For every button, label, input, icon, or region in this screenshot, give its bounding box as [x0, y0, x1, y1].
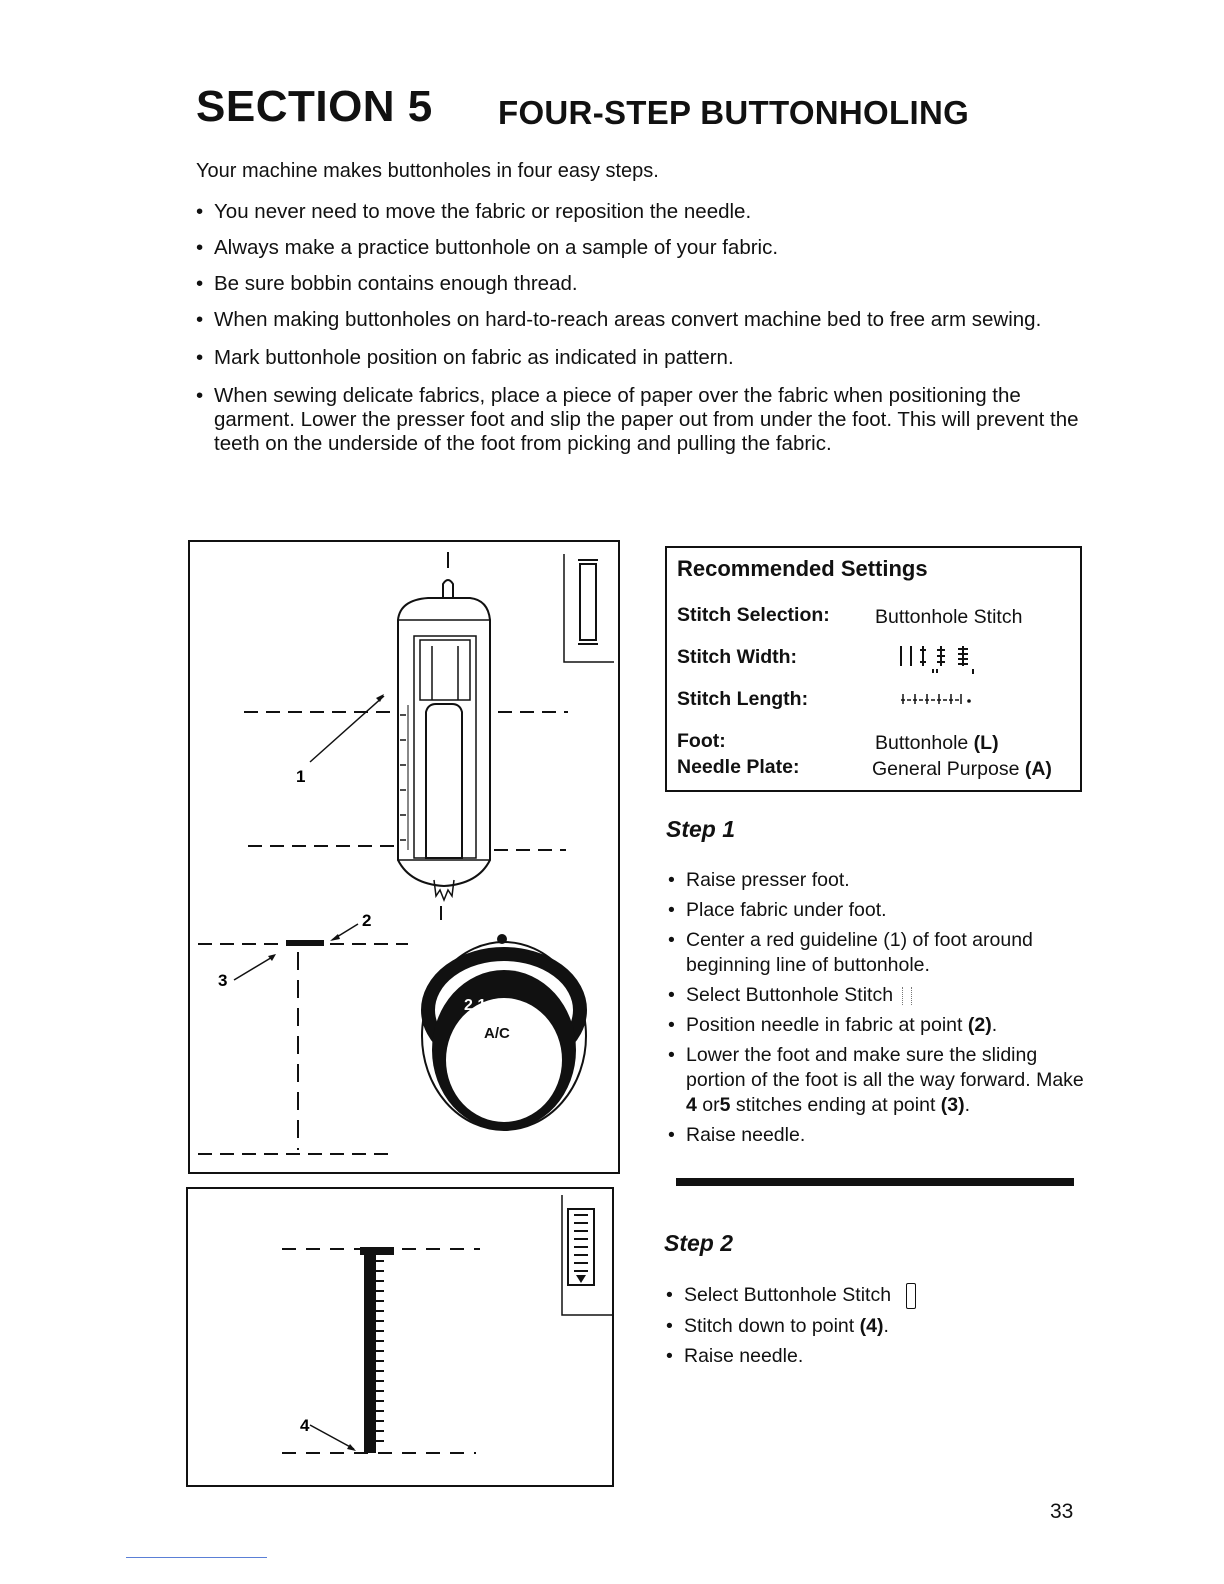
step1-item: [666, 1043, 1086, 1118]
step1-item: • Place fabric under foot.: [666, 898, 1086, 923]
step2-item: [664, 1283, 1084, 1309]
figure2-label-4: 4: [300, 1416, 310, 1435]
step1-list: [666, 868, 1086, 1153]
step1-count-a: 4: [686, 1094, 697, 1116]
step1-point-ref: (3): [940, 1094, 965, 1116]
step2-item: • Raise needle.: [664, 1344, 1084, 1369]
settings-label-foot: Foot:: [677, 730, 726, 752]
tip-item: • When sewing delicate fabrics, place a piece of paper over the fabric when positioning the garment. Lower the presser foot and slip the paper out from under the foot. This will prevent the teeth on the underside of the foot from picking and pulling the fabric.: [196, 384, 1086, 456]
section-number: SECTION 5: [196, 82, 433, 131]
tips-list: [196, 200, 1086, 468]
step1-item-end: .: [964, 1094, 971, 1116]
tip-item: • Mark buttonhole position on fabric as indicated in pattern.: [196, 346, 1086, 370]
step1-item-text: Lower the foot and make sure the sliding portion of the foot is all the way forward. Make: [686, 1044, 1084, 1091]
step1-item-end: .: [991, 1014, 998, 1036]
settings-label-stitch-width: Stitch Width:: [677, 646, 798, 668]
step1-item: • Center a red guideline (1) of foot around beginning line of buttonhole.: [666, 928, 1086, 978]
settings-label-stitch-length: Stitch Length:: [677, 688, 809, 710]
dial-numbers: 2 1 3 4: [464, 997, 513, 1014]
figure1-label-3: 3: [218, 971, 228, 990]
settings-title: Recommended Settings: [677, 556, 928, 581]
step1-point-ref: (2): [967, 1014, 992, 1036]
settings-value-stitch-selection: Buttonhole Stitch: [875, 606, 1023, 628]
step1-item-text: Position needle in fabric at point: [686, 1014, 963, 1036]
settings-value-needle-plate: [872, 758, 1052, 781]
tip-item: • When making buttonholes on hard-to-reach areas convert machine bed to free arm sewing.: [196, 308, 1086, 332]
step1-heading: Step 1: [666, 816, 736, 842]
figure1-label-1: 1: [296, 767, 306, 786]
step1-item: • Raise presser foot.: [666, 868, 1086, 893]
foot-value-code: (L): [973, 732, 999, 754]
buttonhole-stitch-icon: [902, 987, 912, 1005]
step1-count-b: 5: [719, 1094, 731, 1116]
tip-item: • You never need to move the fabric or reposition the needle.: [196, 200, 1086, 224]
tip-item: • Always make a practice buttonhole on a sample of your fabric.: [196, 236, 1086, 260]
settings-value-foot: [875, 732, 999, 755]
figure1-label-2: 2: [362, 911, 372, 930]
step1-item: • Raise needle.: [666, 1123, 1086, 1148]
step1-item-text: Select Buttonhole Stitch: [686, 984, 894, 1006]
recommended-settings-box: [665, 546, 1082, 792]
step2-item: [664, 1314, 1084, 1339]
step1-item: [666, 983, 1086, 1008]
step-divider: [676, 1178, 1074, 1186]
settings-label-needle-plate: Needle Plate:: [677, 756, 800, 778]
figure-step1-illustration: [188, 540, 620, 1176]
section-title: FOUR-STEP BUTTONHOLING: [498, 94, 970, 131]
stitch-length-icon: [897, 690, 977, 708]
step1-item-text-2: stitches ending at point: [735, 1094, 936, 1116]
settings-label-stitch-selection: Stitch Selection:: [677, 604, 830, 626]
buttonhole-stitch-icon: [906, 1283, 916, 1309]
step2-item-text: Stitch down to point: [684, 1315, 855, 1337]
step1-item-or: or: [702, 1094, 720, 1116]
page-number: 33: [1050, 1500, 1074, 1523]
step2-item-text: Select Buttonhole Stitch: [684, 1284, 892, 1307]
step2-item-end: .: [883, 1315, 889, 1337]
needle-plate-value-code: (A): [1024, 758, 1052, 780]
step2-point-ref: (4): [859, 1315, 884, 1337]
footer-line: [126, 1557, 267, 1558]
figure-step2-illustration: [186, 1187, 616, 1491]
tip-item: • Be sure bobbin contains enough thread.: [196, 272, 1086, 296]
stitch-width-icon: [897, 642, 993, 676]
step2-heading: Step 2: [664, 1230, 734, 1256]
dial-center-label: A/C: [484, 1025, 510, 1042]
needle-plate-value-text: General Purpose: [872, 758, 1020, 780]
foot-value-text: Buttonhole: [875, 732, 969, 754]
intro-text: Your machine makes buttonholes in four easy steps.: [196, 160, 659, 182]
step2-list: [664, 1283, 1084, 1374]
step1-item: [666, 1013, 1086, 1038]
